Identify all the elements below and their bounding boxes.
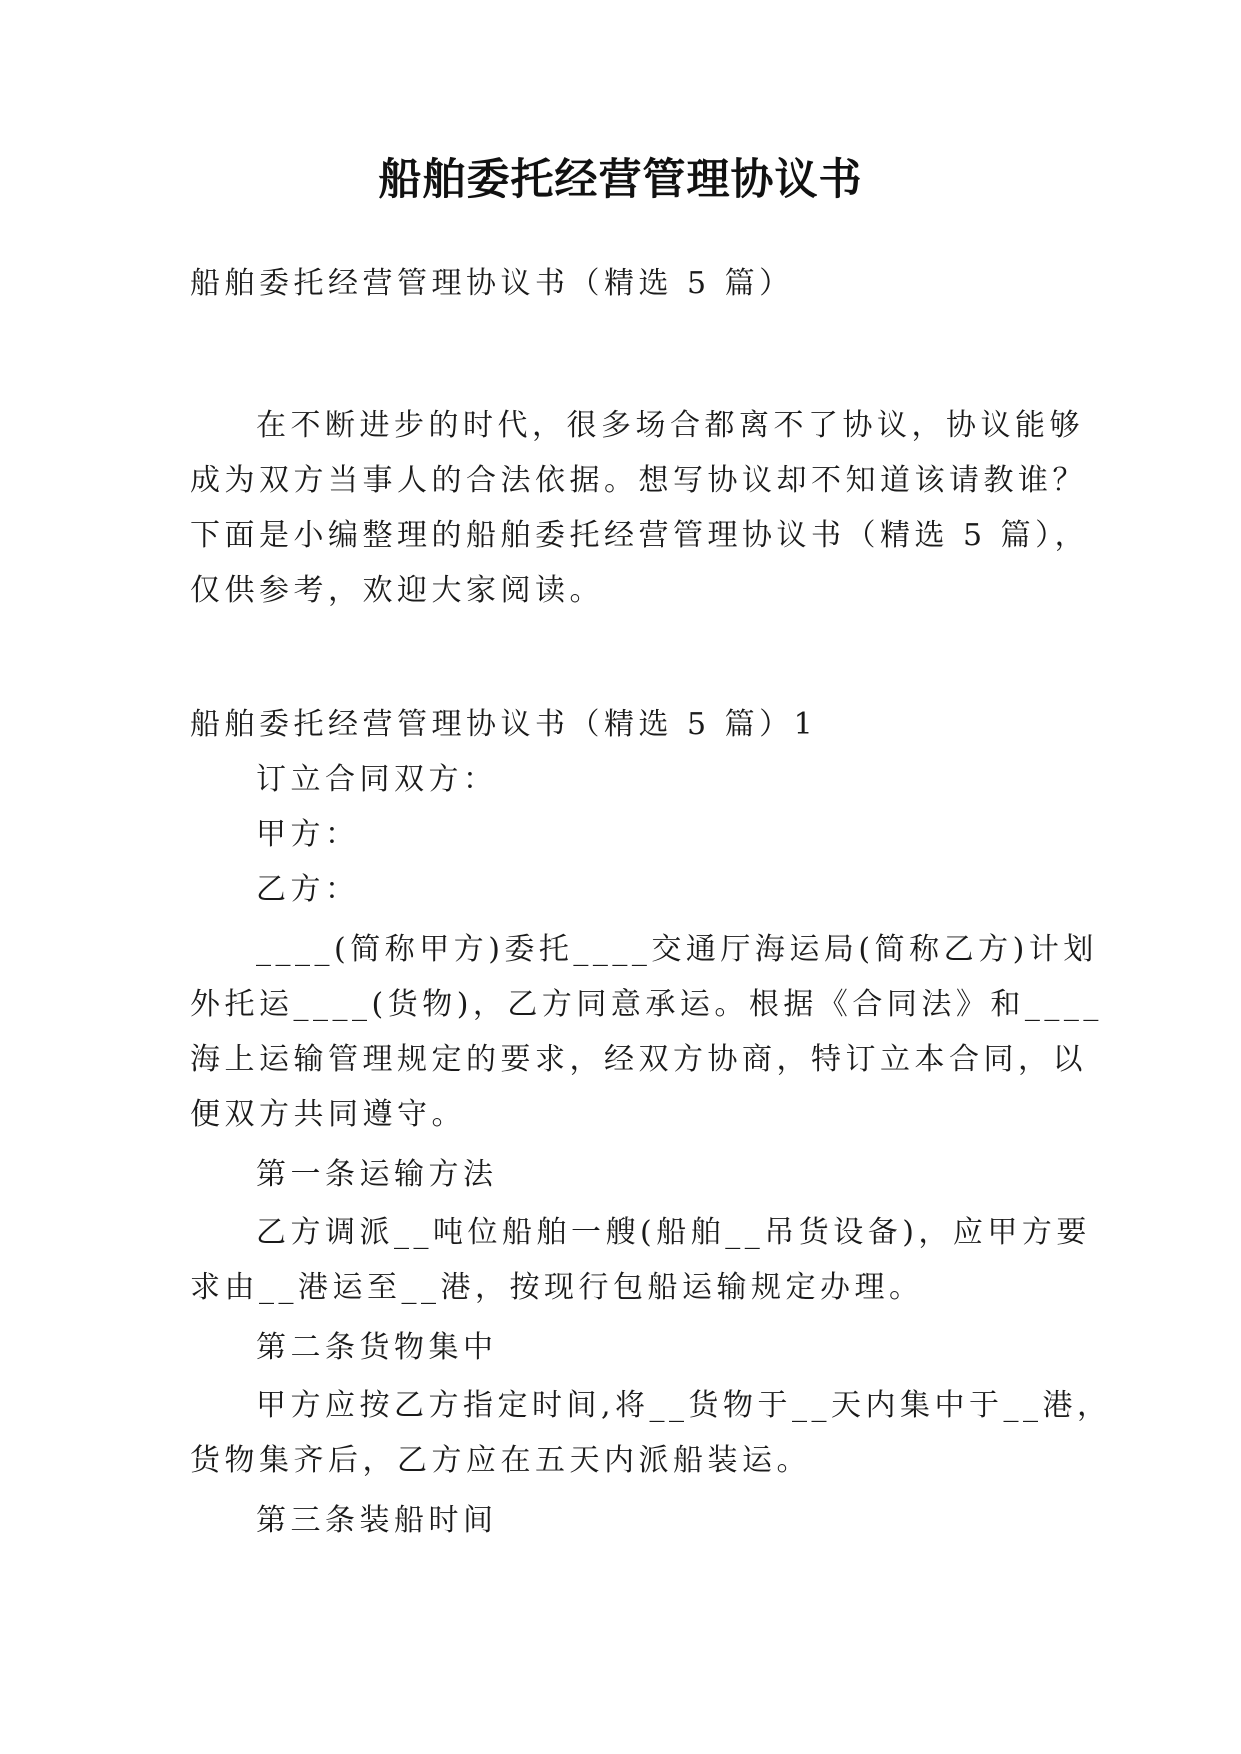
section-heading: 船舶委托经营管理协议书（精选 5 篇）1: [190, 707, 818, 742]
intro-line: 下面是小编整理的船舶委托经营管理协议书（精选 5 篇），: [190, 518, 1090, 553]
preamble-line: 便双方共同遵守。: [190, 1097, 466, 1132]
article-2-line: 甲方应按乙方指定时间,将__货物于__天内集中于__港，: [256, 1388, 1112, 1423]
article-2-title: 第二条货物集中: [256, 1330, 498, 1365]
article-3-title: 第三条装船时间: [256, 1503, 498, 1538]
article-1-line: 乙方调派__吨位船舶一艘(船舶__吊货设备)，应甲方要: [256, 1215, 1091, 1250]
article-1-title: 第一条运输方法: [256, 1157, 498, 1192]
article-1-line: 求由__港运至__港，按现行包船运输规定办理。: [190, 1270, 924, 1305]
parties-label: 订立合同双方：: [256, 762, 498, 797]
preamble-line: 外托运____(货物)，乙方同意承运。根据《合同法》和____: [190, 987, 1103, 1022]
party-b-label: 乙方：: [256, 872, 360, 907]
preamble-line: ____(简称甲方)委托____交通厅海运局(简称乙方)计划: [256, 932, 1098, 967]
intro-line: 仅供参考，欢迎大家阅读。: [190, 573, 604, 608]
preamble-line: 海上运输管理规定的要求，经双方协商，特订立本合同，以: [190, 1042, 1087, 1077]
party-a-label: 甲方：: [256, 817, 360, 852]
article-2-line: 货物集齐后，乙方应在五天内派船装运。: [190, 1443, 811, 1478]
intro-line: 成为双方当事人的合法依据。想写协议却不知道该请教谁？: [190, 463, 1087, 498]
document-title: 船舶委托经营管理协议书: [378, 155, 863, 205]
document-subtitle: 船舶委托经营管理协议书（精选 5 篇）: [190, 266, 794, 301]
intro-line: 在不断进步的时代，很多场合都离不了协议，协议能够: [256, 408, 1084, 443]
